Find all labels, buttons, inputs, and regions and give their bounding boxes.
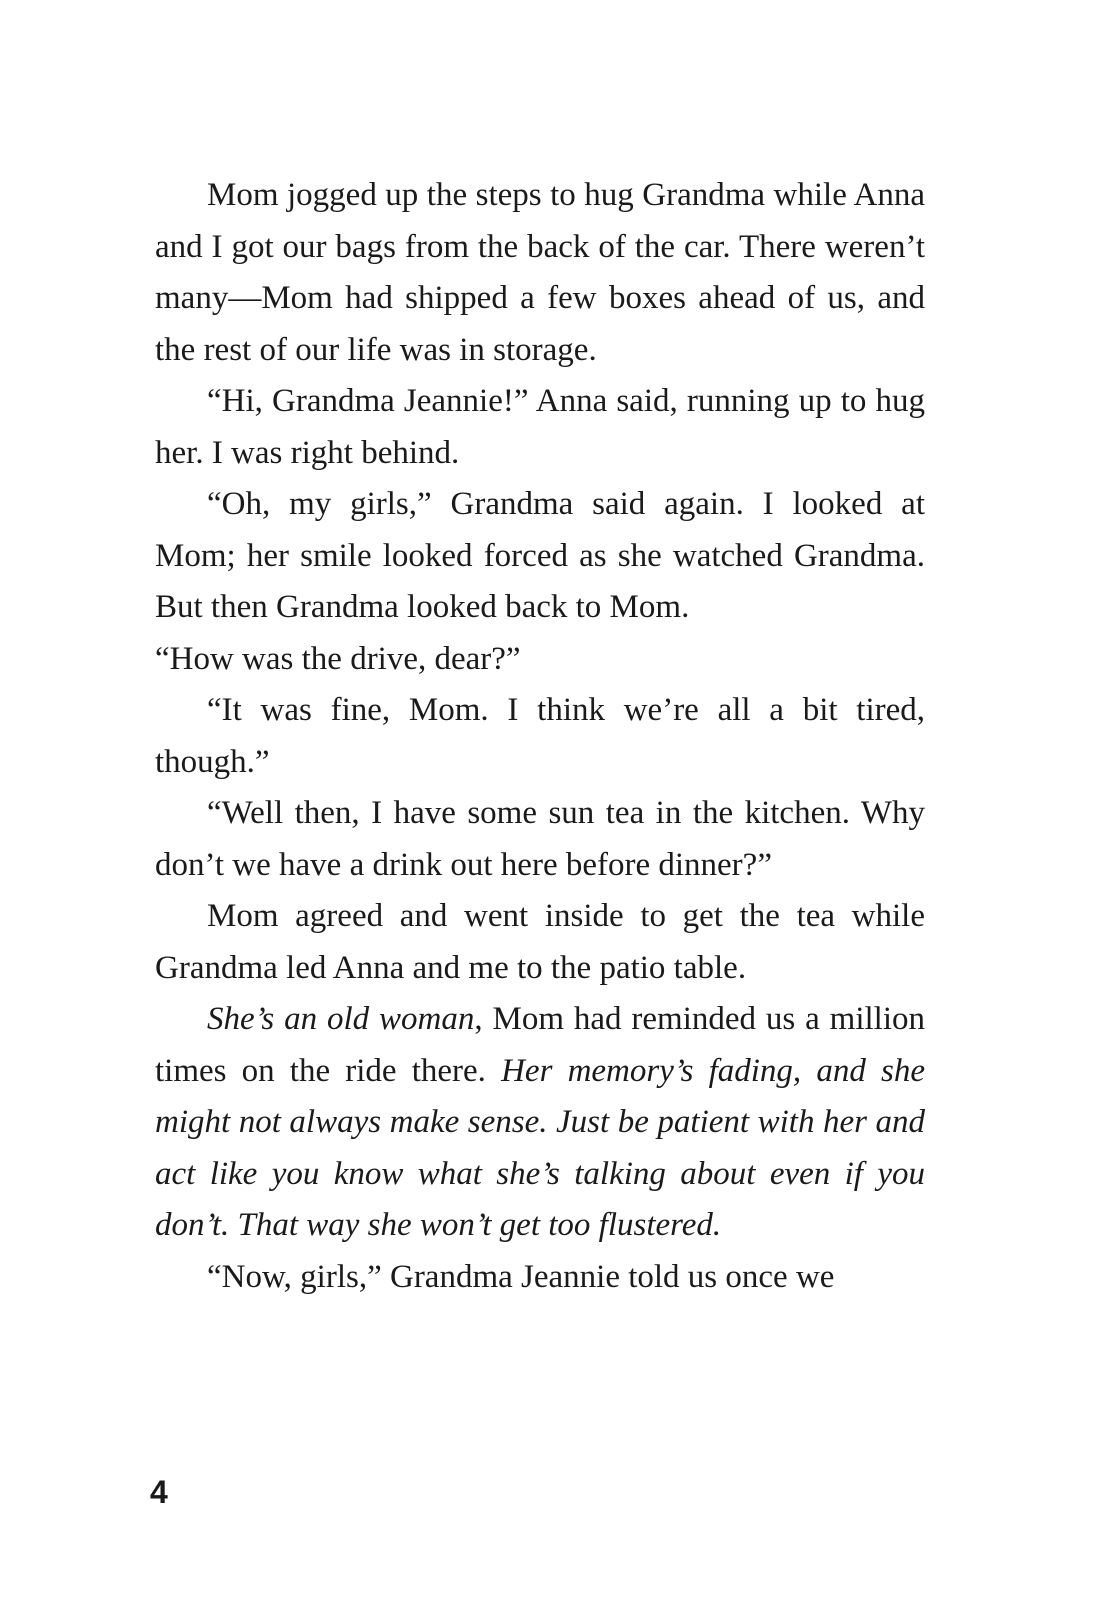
- paragraph: “How was the drive, dear?”: [155, 640, 521, 677]
- paragraph: Mom agreed and went inside to get the tea while Grandma led Anna and me to the patio table.: [155, 898, 925, 986]
- paragraph: “It was fine, Mom. I think we’re all a bit tired, though.”: [155, 692, 925, 780]
- paragraph: “Well then, I have some sun tea in the kitchen. Why don’t we have a drink out here before dinner?”: [155, 795, 925, 883]
- italic-text: She’s an old woman: [207, 1001, 475, 1037]
- italic-paragraph: [155, 994, 925, 1252]
- roman-text: , Mom had reminded us a million times on the ride there.: [155, 1001, 925, 1089]
- paragraph: “Now, girls,” Grandma Jeannie told us once we: [207, 1258, 835, 1295]
- paragraph: “Oh, my girls,” Grandma said again. I looked at Mom; her smile looked forced as she watched Grandma. But then Grandma looked back to Mom.: [155, 486, 925, 625]
- body-text: [155, 170, 925, 1303]
- paragraph: “Hi, Grandma Jeannie!” Anna said, running up to hug her. I was right behind.: [155, 383, 925, 471]
- page-number: 4: [150, 1474, 168, 1510]
- italic-text: Her memory’s fading, and she might not always make sense. Just be patient with her and act like you know what she’s talking about even if you don’t. That way she won’t get too flustered.: [155, 1052, 925, 1243]
- paragraph: Mom jogged up the steps to hug Grandma while Anna and I got our bags from the back of the car. There weren’t many—Mom had shipped a few boxes ahead of us, and the rest of our life was in storage.: [155, 177, 925, 368]
